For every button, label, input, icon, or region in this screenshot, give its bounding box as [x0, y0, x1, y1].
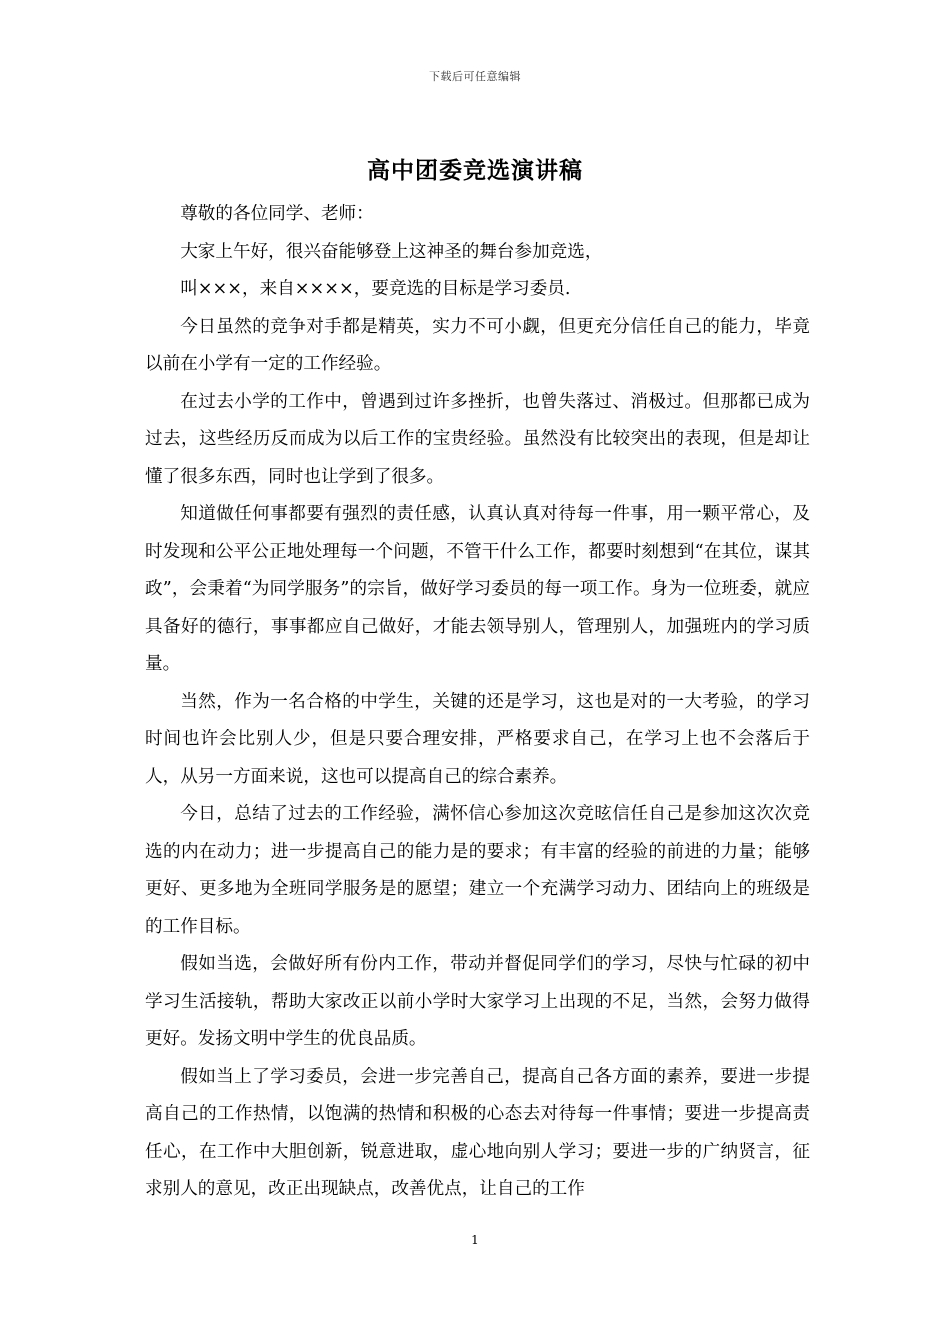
paragraph-greeting: 大家上午好，很兴奋能够登上这神圣的舞台参加竞选，: [180, 241, 603, 262]
paragraph: 在过去小学的工作中，曾遇到过许多挫折，也曾失落过、消极过。但那都已成为过去，这些经历反而成为以后工作的宝贵经验。虽然没有比较突出的表现，但是却让懂了很多东西，同时也让学到了很多。: [145, 391, 810, 487]
document-title: 高中团委竞选演讲稿: [367, 157, 583, 184]
paragraph: 今日，总结了过去的工作经验，满怀信心参加这次竞昡信任自己是参加这次次竞选的内在动力；进一步提高自己的能力是的要求；有丰富的经验的前进的力量；能够更好、更多地为全班同学服务是的愿望；建立一个充满学习动力、团结向上的班级是的工作目标。: [145, 804, 810, 937]
paragraph: 假如当上了学习委员，会进一步完善自己，提高自己各方面的素养，要进一步提高自己的工作热情，以饱满的热情和积极的心态去对待每一件事情；要进一步提高责任心，在工作中大胆创新，锐意进取，虚心地向别人学习；要进一步的广纳贤言，征求别人的意见，改正出现缺点，改善优点，让自己的工作: [145, 1066, 810, 1199]
paragraph: 假如当选，会做好所有份内工作，带动并督促同学们的学习，尽快与忙碌的初中学习生活接轨，帮助大家改正以前小学时大家学习上出现的不足，当然，会努力做得更好。发扬文明中学生的优良品质。: [145, 954, 810, 1049]
paragraph-introduction: 叫×××，来自××××，要竞选的目标是学习委员.: [180, 279, 571, 299]
document-body: [145, 196, 810, 1209]
paragraph: 当然，作为一名合格的中学生，关键的还是学习，这也是对的一大考验，的学习时间也许会比别人少，但是只要合理安排，严格要求自己，在学习上也不会落后于人，从另一方面来说，这也可以提高自己的综合素养。: [145, 691, 810, 787]
paragraph: 知道做任何事都要有强烈的责任感，认真认真对待每一件事，用一颗平常心，及时发现和公平公正地处理每一个问题，不管干什么工作，都要时刻想到“在其位，谋其政”，会秉着“为同学服务”的宗旨，做好学习委员的每一项工作。身为一位班委，就应具备好的德行，事事都应自己做好，才能去领导别人，管理别人，加强班内的学习质量。: [145, 504, 810, 674]
paragraph-salutation: 尊敬的各位同学、老师：: [180, 204, 374, 224]
page-number: 1: [471, 1233, 479, 1247]
page-header-note: 下载后可任意编辑: [429, 70, 521, 83]
paragraph: 今日虽然的竞争对手都是精英，实力不可小觑，但更充分信任自己的能力，毕竟以前在小学有一定的工作经验。: [145, 316, 810, 374]
